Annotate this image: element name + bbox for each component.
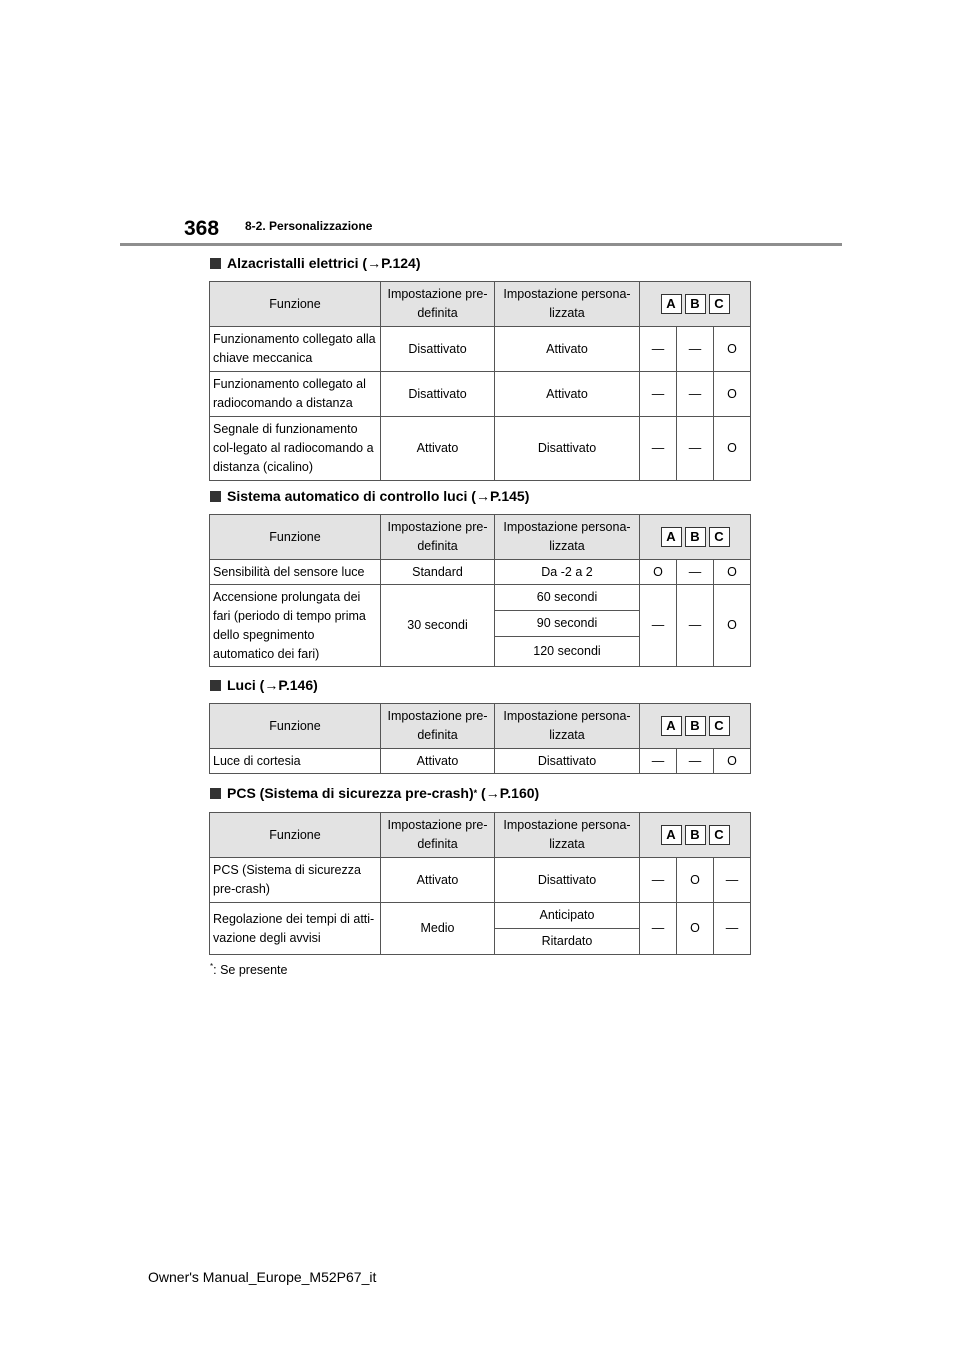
mark-c-cell: O (714, 372, 751, 417)
default-cell: Standard (381, 560, 495, 585)
mark-b-cell: — (677, 327, 714, 372)
mark-a-cell: — (640, 585, 677, 667)
label-c-icon: C (709, 716, 730, 736)
mark-a-cell: — (640, 858, 677, 903)
function-cell: PCS (Sistema di sicurezza pre-crash) (210, 858, 381, 903)
column-header-default: Impostazione pre-definita (381, 813, 495, 858)
table-row (210, 903, 751, 929)
label-b-icon: B (685, 294, 706, 314)
column-header-abc (640, 813, 751, 858)
custom-cell: Attivato (495, 372, 640, 417)
default-cell: Attivato (381, 417, 495, 481)
custom-cell: Disattivato (495, 749, 640, 774)
power-windows-table (209, 281, 751, 481)
table-row (210, 372, 751, 417)
function-cell: Funzionamento collegato al radiocomando a distanza (210, 372, 381, 417)
footnote: *: Se presente (210, 962, 288, 978)
section-heading-pcs: PCS (Sistema di sicurezza pre-crash) * ( → P.160) (210, 785, 539, 801)
table-row (210, 417, 751, 481)
function-cell: Accensione prolungata dei fari (periodo di tempo prima dello spegnimento automatico dei fari) (210, 585, 381, 667)
default-cell: Disattivato (381, 327, 495, 372)
function-cell: Segnale di funzionamento col-legato al radiocomando a distanza (cicalino) (210, 417, 381, 481)
header-rule (120, 243, 842, 246)
label-c-icon: C (709, 294, 730, 314)
label-a-icon: A (661, 527, 682, 547)
column-header-custom: Impostazione persona-lizzata (495, 282, 640, 327)
label-c-icon: C (709, 527, 730, 547)
function-cell: Regolazione dei tempi di atti-vazione degli avvisi (210, 903, 381, 955)
function-cell: Funzionamento collegato alla chiave meccanica (210, 327, 381, 372)
square-bullet-icon (210, 788, 221, 799)
column-header-custom: Impostazione persona-lizzata (495, 813, 640, 858)
mark-b-cell: — (677, 372, 714, 417)
section-heading-auto-lights: Sistema automatico di controllo luci ( → P.145) (210, 488, 529, 504)
column-header-function: Funzione (210, 515, 381, 560)
mark-a-cell: O (640, 560, 677, 585)
auto-lights-table (209, 514, 751, 667)
mark-c-cell: O (714, 585, 751, 667)
mark-c-cell: O (714, 417, 751, 481)
mark-b-cell: O (677, 858, 714, 903)
custom-cell: Disattivato (495, 417, 640, 481)
mark-c-cell: O (714, 327, 751, 372)
table-row (210, 560, 751, 585)
column-header-function: Funzione (210, 704, 381, 749)
section-heading-power-windows: Alzacristalli elettrici ( → P.124) (210, 255, 421, 271)
default-cell: 30 secondi (381, 585, 495, 667)
function-cell: Sensibilità del sensore luce (210, 560, 381, 585)
function-cell: Luce di cortesia (210, 749, 381, 774)
label-b-icon: B (685, 716, 706, 736)
section-heading-lights: Luci ( → P.146) (210, 677, 318, 693)
label-b-icon: B (685, 825, 706, 845)
mark-b-cell: — (677, 560, 714, 585)
table-row (210, 327, 751, 372)
column-header-function: Funzione (210, 813, 381, 858)
label-b-icon: B (685, 527, 706, 547)
table-row (210, 585, 751, 611)
label-a-icon: A (661, 294, 682, 314)
default-cell: Attivato (381, 749, 495, 774)
column-header-default: Impostazione pre-definita (381, 282, 495, 327)
column-header-custom: Impostazione persona-lizzata (495, 515, 640, 560)
column-header-default: Impostazione pre-definita (381, 515, 495, 560)
mark-b-cell: — (677, 585, 714, 667)
custom-option-cell: 90 secondi (495, 611, 640, 637)
default-cell: Medio (381, 903, 495, 955)
label-a-icon: A (661, 825, 682, 845)
custom-option-cell: Anticipato (495, 903, 640, 929)
square-bullet-icon (210, 491, 221, 502)
mark-a-cell: — (640, 903, 677, 955)
mark-a-cell: — (640, 372, 677, 417)
label-c-icon: C (709, 825, 730, 845)
mark-b-cell: — (677, 417, 714, 481)
column-header-custom: Impostazione persona-lizzata (495, 704, 640, 749)
table-row (210, 749, 751, 774)
custom-option-cell: 120 secondi (495, 637, 640, 667)
label-a-icon: A (661, 716, 682, 736)
column-header-abc (640, 515, 751, 560)
mark-a-cell: — (640, 327, 677, 372)
pcs-table (209, 812, 751, 955)
custom-cell: Disattivato (495, 858, 640, 903)
mark-c-cell: — (714, 903, 751, 955)
column-header-default: Impostazione pre-definita (381, 704, 495, 749)
square-bullet-icon (210, 258, 221, 269)
mark-c-cell: O (714, 560, 751, 585)
default-cell: Attivato (381, 858, 495, 903)
mark-b-cell: — (677, 749, 714, 774)
mark-c-cell: — (714, 858, 751, 903)
lights-table (209, 703, 751, 774)
page-number: 368 (184, 217, 220, 240)
column-header-function: Funzione (210, 282, 381, 327)
table-row (210, 858, 751, 903)
default-cell: Disattivato (381, 372, 495, 417)
square-bullet-icon (210, 680, 221, 691)
footer-manual-id: Owner's Manual_Europe_M52P67_it (148, 1269, 377, 1285)
custom-option-cell: Ritardato (495, 929, 640, 955)
chapter-title: 8-2. Personalizzazione (245, 219, 373, 233)
column-header-abc (640, 704, 751, 749)
custom-option-cell: 60 secondi (495, 585, 640, 611)
mark-c-cell: O (714, 749, 751, 774)
mark-a-cell: — (640, 417, 677, 481)
custom-cell: Da -2 a 2 (495, 560, 640, 585)
mark-a-cell: — (640, 749, 677, 774)
column-header-abc (640, 282, 751, 327)
custom-cell: Attivato (495, 327, 640, 372)
mark-b-cell: O (677, 903, 714, 955)
